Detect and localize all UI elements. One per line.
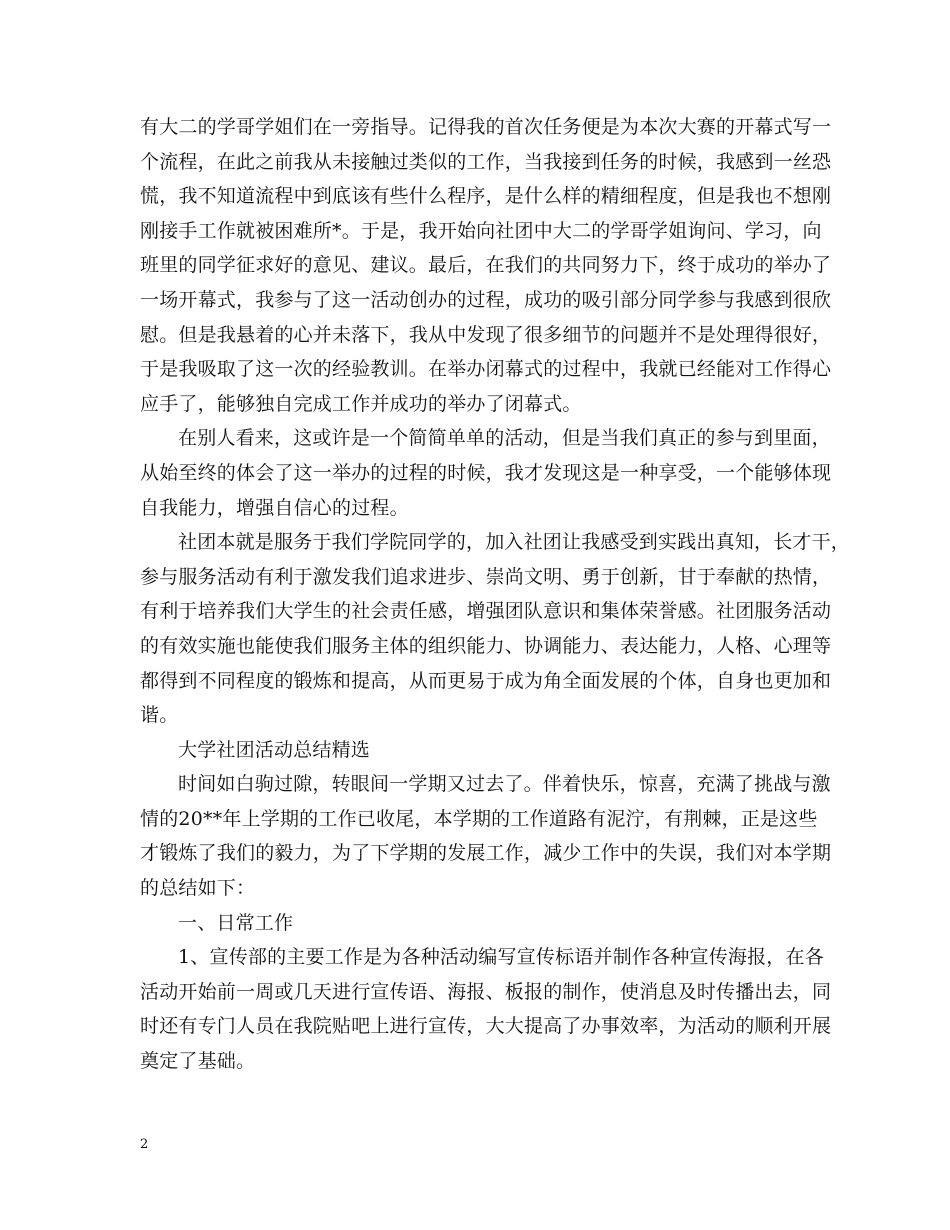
- page-number: 2: [140, 1137, 149, 1152]
- text-line: 的总结如下：: [140, 877, 256, 900]
- section-title: 大学社团活动总结精选: [178, 738, 371, 761]
- paragraph-start-line: 在别人看来，这或许是一个简简单单的活动，但是当我们真正的参与到里面，: [178, 427, 831, 450]
- text-line: 个流程，在此之前我从未接触过类似的工作，当我接到任务的时候，我感到一丝恐: [140, 150, 832, 173]
- text-line: 才锻炼了我们的毅力，为了下学期的发展工作，减少工作中的失误，我们对本学期: [140, 842, 832, 865]
- paragraph-start-line: 社团本就是服务于我们学院同学的，加入社团让我感受到实践出真知，长才干，: [178, 531, 851, 554]
- text-line: 刚接手工作就被困难所*。于是，我开始向社团中大二的学哥学姐询问、学习，向: [140, 219, 822, 242]
- text-line: 有利于培养我们大学生的社会责任感，增强团队意识和集体荣誉感。社团服务活动: [140, 600, 832, 623]
- text-line: 从始至终的体会了这一举办的过程的时候，我才发现这是一种享受，一个能够体现: [140, 461, 832, 484]
- text-line: 有大二的学哥学姐们在一旁指导。记得我的首次任务便是为本次大赛的开幕式写一: [140, 116, 832, 138]
- document-body: [140, 110, 851, 1079]
- text-line: 于是我吸取了这一次的经验教训。在举办闭幕式的过程中，我就已经能对工作得心: [140, 358, 832, 381]
- text-line: 参与服务活动有利于激发我们追求进步、崇尚文明、勇于创新，甘于奉献的热情，: [140, 565, 832, 588]
- section-heading: 一、日常工作: [178, 911, 294, 934]
- text-line: 时还有专门人员在我院贴吧上进行宣传，大大提高了办事效率，为活动的顺利开展: [140, 1015, 832, 1038]
- text-line: 谐。: [140, 704, 179, 727]
- text-line: 都得到不同程度的锻炼和提高，从而更易于成为角全面发展的个体，自身也更加和: [140, 669, 832, 692]
- text-line: 奠定了基础。: [140, 1050, 256, 1073]
- text-line: 慰。但是我悬着的心并未落下，我从中发现了很多细节的问题并不是处理得很好，: [140, 323, 832, 346]
- text-line: 活动开始前一周或几天进行宣传语、海报、板报的制作，使消息及时传播出去，同: [140, 980, 832, 1003]
- paragraph-start-line: 1、宣传部的主要工作是为各种活动编写宣传标语并制作各种宣传海报，在各: [178, 946, 824, 969]
- text-line: 慌，我不知道流程中到底该有些什么程序，是什么样的精细程度，但是我也不想刚: [140, 185, 832, 208]
- text-line: 自我能力，增强自信心的过程。: [140, 496, 409, 519]
- paragraph-start-line: 时间如白驹过隙，转眼间一学期又过去了。伴着快乐，惊喜，充满了挑战与激: [178, 773, 831, 796]
- text-line: 班里的同学征求好的意见、建议。最后，在我们的共同努力下，终于成功的举办了: [140, 254, 832, 277]
- text-line: 一场开幕式，我参与了这一活动创办的过程，成功的吸引部分同学参与我感到很欣: [140, 288, 832, 311]
- text-line: 应手了，能够独自完成工作并成功的举办了闭幕式。: [140, 392, 582, 415]
- text-line: 的有效实施也能使我们服务主体的组织能力、协调能力、表达能力，人格、心理等: [140, 634, 832, 657]
- text-line: 情的20**年上学期的工作已收尾，本学期的工作道路有泥泞，有荆棘，正是这些: [140, 807, 818, 830]
